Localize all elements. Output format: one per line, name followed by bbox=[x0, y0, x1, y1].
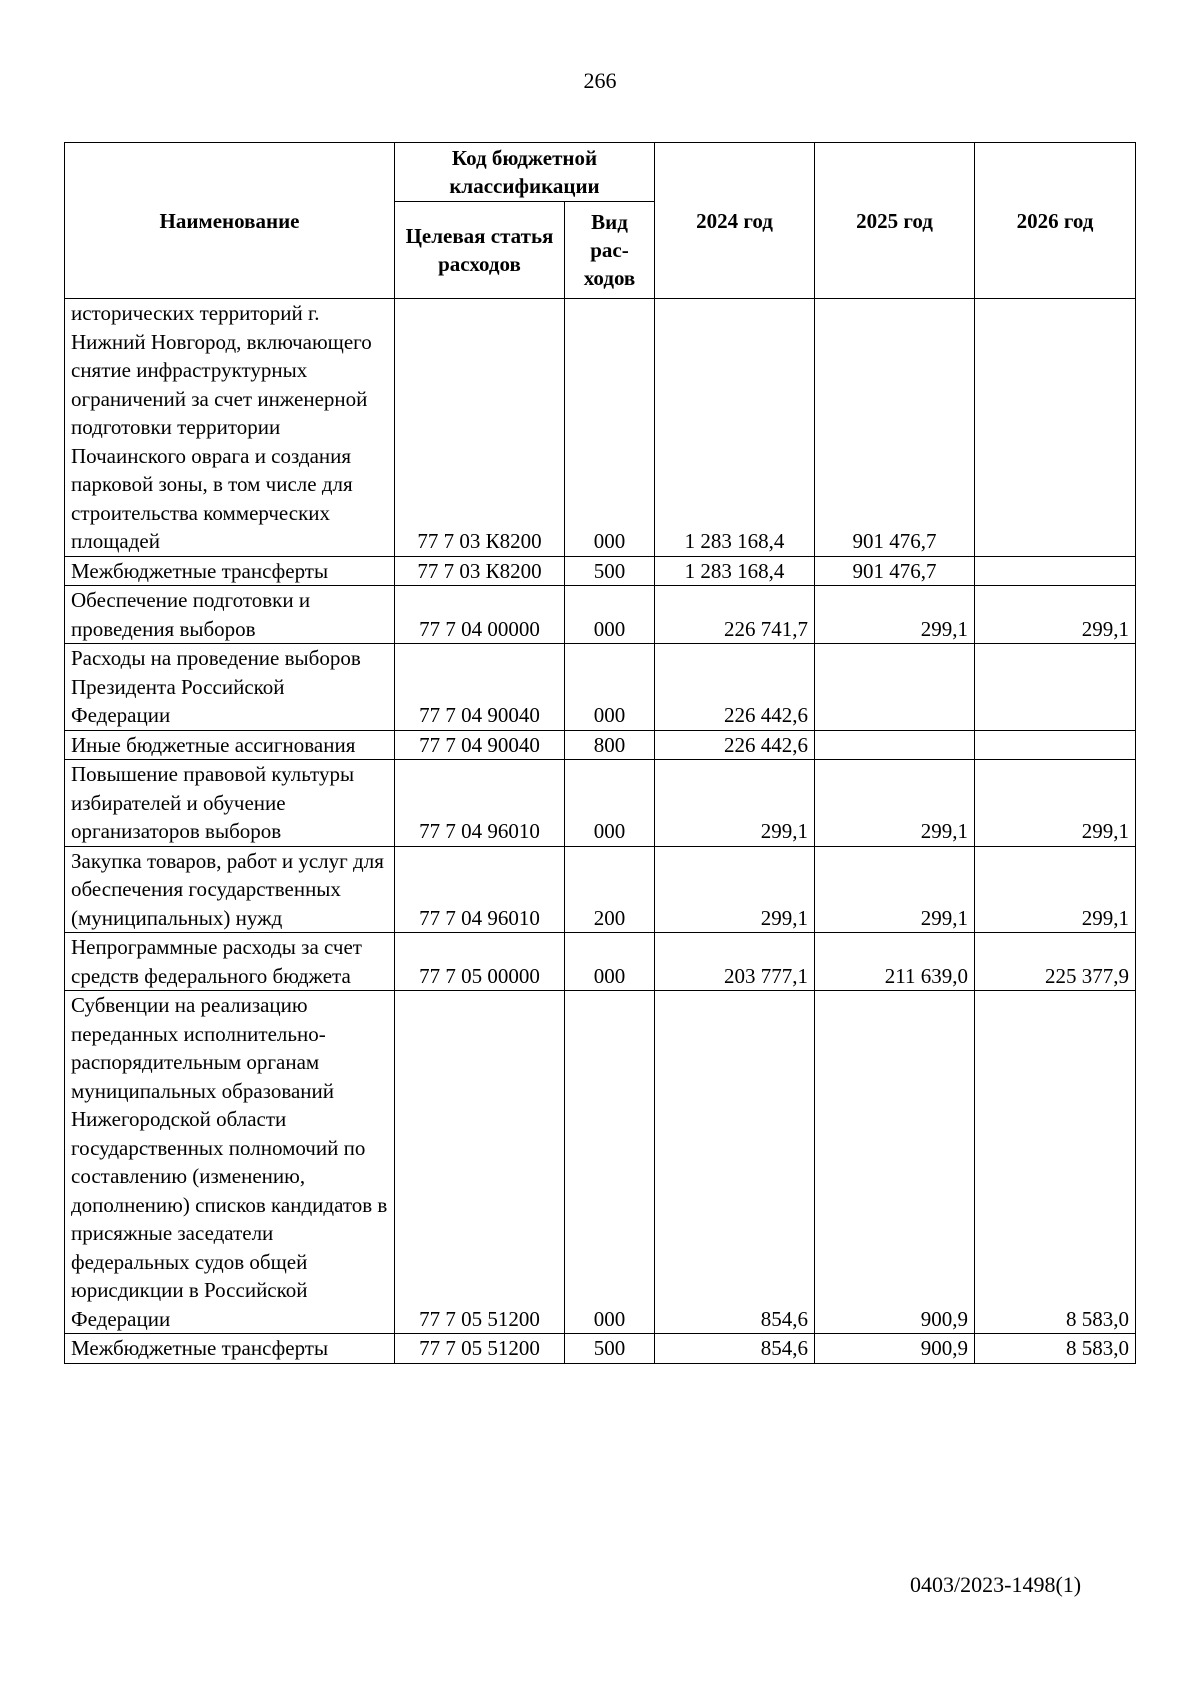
cell-target-code: 77 7 03 К8200 bbox=[395, 299, 565, 557]
cell-target-code: 77 7 04 90040 bbox=[395, 730, 565, 760]
cell-2024: 299,1 bbox=[655, 846, 815, 933]
header-code-group: Код бюджетной классификации bbox=[395, 143, 655, 202]
cell-expense-kind: 500 bbox=[565, 556, 655, 586]
cell-2026 bbox=[975, 644, 1136, 731]
cell-name: Закупка товаров, работ и услуг для обеспечения государственных (муниципальных) нужд bbox=[65, 846, 395, 933]
header-2024: 2024 год bbox=[655, 143, 815, 299]
table-row bbox=[65, 644, 1136, 731]
document-code: 0403/2023-1498(1) bbox=[910, 1572, 1082, 1597]
cell-name: Обеспечение подготовки и проведения выборов bbox=[65, 586, 395, 644]
table-row bbox=[65, 933, 1136, 991]
cell-2026: 299,1 bbox=[975, 760, 1136, 847]
cell-name: Повышение правовой культуры избирателей и обучение организаторов выборов bbox=[65, 760, 395, 847]
table-row bbox=[65, 730, 1136, 760]
cell-target-code: 77 7 05 51200 bbox=[395, 991, 565, 1334]
budget-table bbox=[64, 142, 1136, 1364]
table-row bbox=[65, 846, 1136, 933]
cell-2025: 299,1 bbox=[815, 846, 975, 933]
cell-name: Межбюджетные трансферты bbox=[65, 556, 395, 586]
cell-2026 bbox=[975, 730, 1136, 760]
cell-expense-kind: 000 bbox=[565, 760, 655, 847]
header-name: Наименование bbox=[65, 143, 395, 299]
page-number: 266 bbox=[583, 68, 617, 93]
cell-2024: 203 777,1 bbox=[655, 933, 815, 991]
header-row-group bbox=[65, 143, 1136, 202]
cell-2025: 900,9 bbox=[815, 1334, 975, 1364]
cell-2026: 225 377,9 bbox=[975, 933, 1136, 991]
header-2026: 2026 год bbox=[975, 143, 1136, 299]
header-target-article: Целевая статья расходов bbox=[395, 202, 565, 299]
table-row bbox=[65, 586, 1136, 644]
cell-2024: 1 283 168,4 bbox=[655, 299, 815, 557]
cell-2025 bbox=[815, 644, 975, 731]
cell-2026 bbox=[975, 556, 1136, 586]
cell-expense-kind: 000 bbox=[565, 586, 655, 644]
cell-2025: 901 476,7 bbox=[815, 556, 975, 586]
cell-2025: 299,1 bbox=[815, 586, 975, 644]
cell-name: исторических территорий г. Нижний Новгород, включающего снятие инфраструктурных ограничений за счет инженерной подготовки территории Почаинского оврага и создания парковой зоны, в том числе для строительства коммерческих площадей bbox=[65, 299, 395, 557]
cell-target-code: 77 7 04 96010 bbox=[395, 846, 565, 933]
table-row bbox=[65, 991, 1136, 1334]
cell-expense-kind: 000 bbox=[565, 299, 655, 557]
cell-2024: 226 741,7 bbox=[655, 586, 815, 644]
cell-2024: 299,1 bbox=[655, 760, 815, 847]
cell-target-code: 77 7 03 К8200 bbox=[395, 556, 565, 586]
cell-target-code: 77 7 04 00000 bbox=[395, 586, 565, 644]
cell-expense-kind: 000 bbox=[565, 991, 655, 1334]
cell-name: Иные бюджетные ассигнования bbox=[65, 730, 395, 760]
table-row bbox=[65, 299, 1136, 557]
cell-target-code: 77 7 04 96010 bbox=[395, 760, 565, 847]
cell-2025: 299,1 bbox=[815, 760, 975, 847]
cell-2024: 1 283 168,4 bbox=[655, 556, 815, 586]
cell-2024: 854,6 bbox=[655, 991, 815, 1334]
cell-expense-kind: 000 bbox=[565, 644, 655, 731]
cell-2024: 854,6 bbox=[655, 1334, 815, 1364]
cell-2024: 226 442,6 bbox=[655, 730, 815, 760]
cell-2026: 299,1 bbox=[975, 586, 1136, 644]
cell-name: Субвенции на реализацию переданных исполнительно-распорядительным органам муниципальных образований Нижегородской области государственных полномочий по составлению (изменению, дополнению) списков кандидатов в присяжные заседатели федеральных судов общей юрисдикции в Российской Федерации bbox=[65, 991, 395, 1334]
cell-name: Непрограммные расходы за счет средств федерального бюджета bbox=[65, 933, 395, 991]
cell-2026: 8 583,0 bbox=[975, 1334, 1136, 1364]
cell-2024: 226 442,6 bbox=[655, 644, 815, 731]
cell-2025: 211 639,0 bbox=[815, 933, 975, 991]
cell-expense-kind: 200 bbox=[565, 846, 655, 933]
table-row bbox=[65, 760, 1136, 847]
cell-target-code: 77 7 05 51200 bbox=[395, 1334, 565, 1364]
cell-name: Расходы на проведение выборов Президента Российской Федерации bbox=[65, 644, 395, 731]
cell-2026 bbox=[975, 299, 1136, 557]
cell-expense-kind: 500 bbox=[565, 1334, 655, 1364]
cell-2026: 299,1 bbox=[975, 846, 1136, 933]
cell-target-code: 77 7 04 90040 bbox=[395, 644, 565, 731]
cell-2025: 900,9 bbox=[815, 991, 975, 1334]
header-expense-kind: Вид рас- ходов bbox=[565, 202, 655, 299]
cell-target-code: 77 7 05 00000 bbox=[395, 933, 565, 991]
table-row bbox=[65, 1334, 1136, 1364]
cell-2026: 8 583,0 bbox=[975, 991, 1136, 1334]
cell-2025: 901 476,7 bbox=[815, 299, 975, 557]
cell-expense-kind: 000 bbox=[565, 933, 655, 991]
cell-expense-kind: 800 bbox=[565, 730, 655, 760]
cell-2025 bbox=[815, 730, 975, 760]
header-2025: 2025 год bbox=[815, 143, 975, 299]
table-row bbox=[65, 556, 1136, 586]
cell-name: Межбюджетные трансферты bbox=[65, 1334, 395, 1364]
